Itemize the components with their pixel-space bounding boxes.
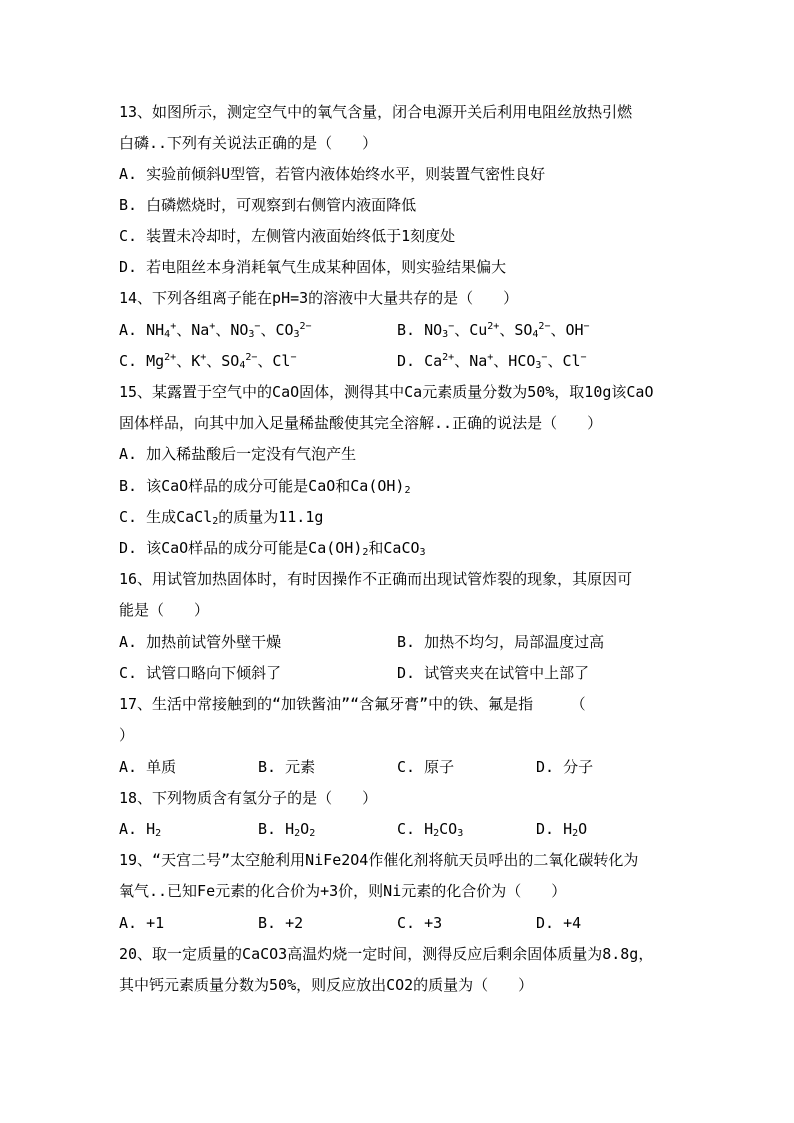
q18-option-b: B. $H_2O_2$ bbox=[258, 820, 316, 839]
q17-option-a: A. 单质 bbox=[119, 758, 177, 776]
q19-stem-line-2: 氧气..已知Fe元素的化合价为+3价，则Ni元素的化合价为（ ） bbox=[119, 882, 567, 900]
q13-stem-line-2: 白磷..下列有关说法正确的是（ ） bbox=[119, 134, 378, 152]
q15-stem-line-2: 固体样品，向其中加入足量稀盐酸使其完全溶解..正确的说法是（ ） bbox=[119, 414, 603, 432]
q18-option-d: D. $H_2O$ bbox=[536, 820, 588, 839]
q13-option-b: B. 白磷燃烧时，可观察到右侧管内液面降低 bbox=[119, 196, 417, 214]
q13-option-d: D. 若电阻丝本身消耗氧气生成某种固体，则实验结果偏大 bbox=[119, 258, 507, 276]
q17-option-b: B. 元素 bbox=[258, 758, 316, 776]
q15-option-a: A. 加入稀盐酸后一定没有气泡产生 bbox=[119, 445, 357, 463]
q17-option-c: C. 原子 bbox=[397, 758, 455, 776]
q19-option-b: B. +2 bbox=[258, 914, 304, 932]
q14-stem: 14、下列各组离子能在pH=3的溶液中大量共存的是（ ） bbox=[119, 289, 519, 307]
q18-stem: 18、下列物质含有氢分子的是（ ） bbox=[119, 789, 378, 807]
q17-stem-line-1: 17、生活中常接触到的“加铁酱油”“含氟牙膏”中的铁、氟是指 （ bbox=[119, 695, 586, 713]
q17-stem-line-2: ） bbox=[119, 726, 135, 744]
q13-option-c: C. 装置未冷却时，左侧管内液面始终低于1刻度处 bbox=[119, 227, 456, 245]
q13-stem-line-1: 13、如图所示，测定空气中的氧气含量，闭合电源开关后利用电阻丝放热引燃 bbox=[119, 103, 633, 121]
q19-option-a: A. +1 bbox=[119, 914, 165, 932]
q19-option-c: C. +3 bbox=[397, 914, 443, 932]
q14-option-a: A. $NH_4^+$、Na+、$NO_3^-$、$CO_3^{2-}$ bbox=[119, 321, 312, 340]
q15-option-d: D. 该CaO样品的成分可能是$Ca(OH)_2$和CaCO$_3$ bbox=[119, 539, 426, 558]
q13-option-a: A. 实验前倾斜U型管，若管内液体始终水平，则装置气密性良好 bbox=[119, 165, 546, 183]
q20-stem-line-2: 其中钙元素质量分数为50%，则反应放出CO2的质量为（ ） bbox=[119, 976, 534, 994]
q14-option-c: C. $Mg^{2+}$、K+、$SO_4^{2-}$、Cl− bbox=[119, 352, 297, 371]
q15-stem-line-1: 15、某露置于空气中的CaO固体，测得其中Ca元素质量分数为50%，取10g该CaO bbox=[119, 383, 654, 401]
q16-option-d: D. 试管夹夹在试管中上部了 bbox=[397, 664, 590, 682]
q18-option-a: A. $H_2$ bbox=[119, 820, 162, 839]
q16-stem-line-2: 能是（ ） bbox=[119, 601, 210, 619]
q16-option-a: A. 加热前试管外壁干燥 bbox=[119, 633, 282, 651]
q16-option-b: B. 加热不均匀，局部温度过高 bbox=[397, 633, 605, 651]
q16-stem-line-1: 16、用试管加热固体时，有时因操作不正确而出现试管炸裂的现象，其原因可 bbox=[119, 570, 633, 588]
q19-stem-line-1: 19、“天宫二号”太空舱利用NiFe2O4作催化剂将航天员呼出的二氧化碳转化为 bbox=[119, 851, 639, 869]
q20-stem-line-1: 20、取一定质量的CaCO3高温灼烧一定时间，测得反应后剩余固体质量为8.8g， bbox=[119, 945, 654, 963]
q14-option-b: B. $NO_3^-$、$Cu^{2+}$、$SO_4^{2-}$、OH− bbox=[397, 321, 590, 340]
q15-option-c: C. 生成CaCl$_2$的质量为11.1g bbox=[119, 508, 324, 527]
q14-option-d: D. $Ca^{2+}$、Na+、$HCO_3^-$、Cl− bbox=[397, 352, 587, 371]
q17-option-d: D. 分子 bbox=[536, 758, 594, 776]
q18-option-c: C. $H_2CO_3$ bbox=[397, 820, 464, 839]
q15-option-b: B. 该CaO样品的成分可能是CaO和$Ca(OH)_2$ bbox=[119, 477, 411, 496]
q19-option-d: D. +4 bbox=[536, 914, 582, 932]
q16-option-c: C. 试管口略向下倾斜了 bbox=[119, 664, 282, 682]
